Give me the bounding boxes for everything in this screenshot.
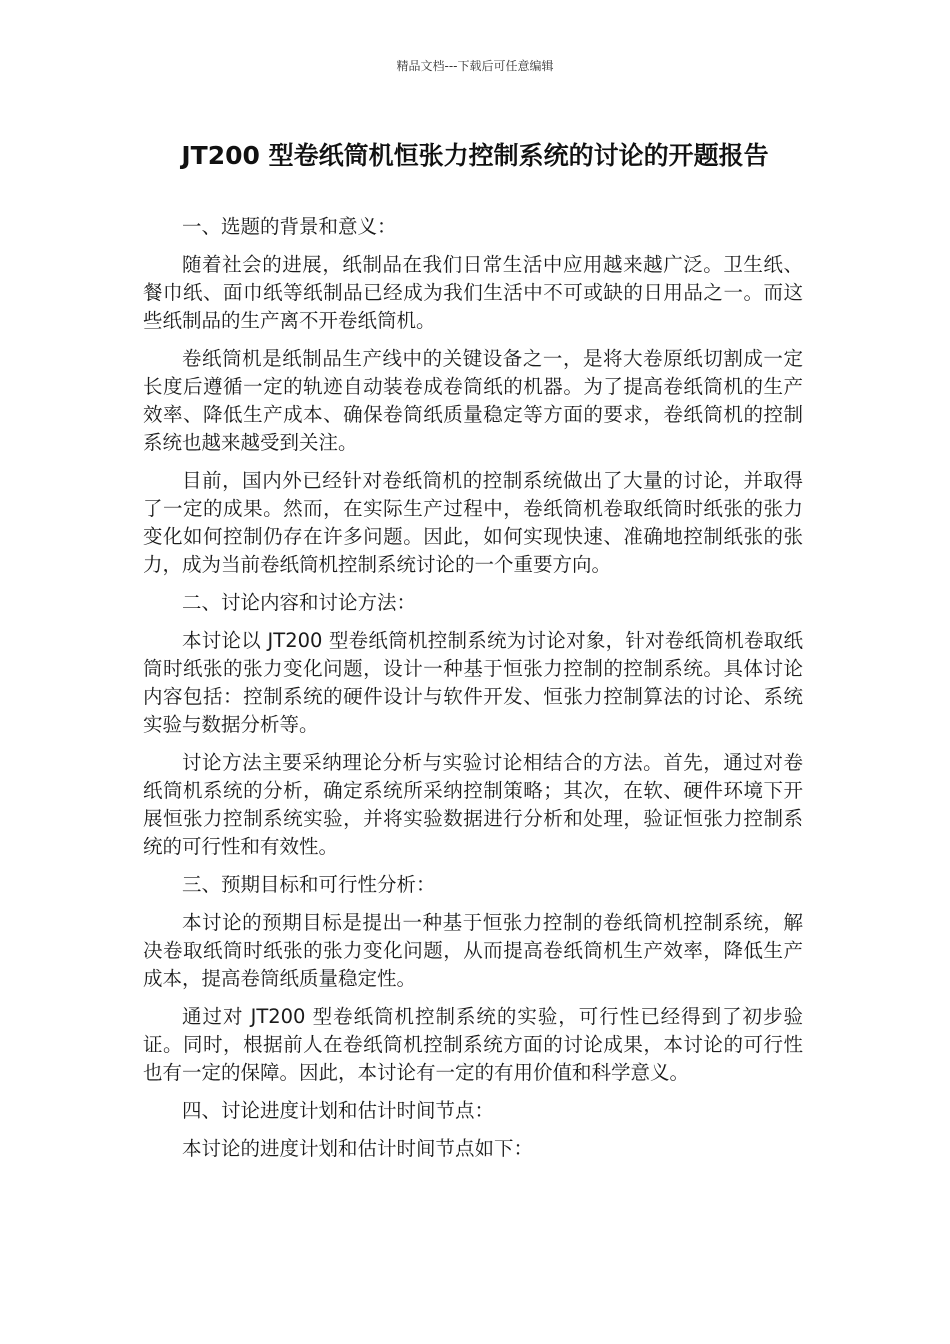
- paragraph: 本讨论以 JT200 型卷纸筒机控制系统为讨论对象，针对卷纸筒机卷取纸筒时纸张的张力变化问题，设计一种基于恒张力控制的控制系统。具体讨论内容包括：控制系统的硬件设计与软件开发、恒张力控制算法的讨论、系统实验与数据分析等。: [143, 629, 803, 736]
- document-title: JT200 型卷纸筒机恒张力控制系统的讨论的开题报告: [181, 141, 769, 170]
- section-heading-schedule: 四、讨论进度计划和估计时间节点：: [182, 1099, 495, 1122]
- paragraph: 讨论方法主要采纳理论分析与实验讨论相结合的方法。首先，通过对卷纸筒机系统的分析，确定系统所采纳控制策略；其次，在软、硬件环境下开展恒张力控制系统实验，并将实验数据进行分析和处理，验证恒张力控制系统的可行性和有效性。: [143, 751, 803, 858]
- section-heading-content-methods: 二、讨论内容和讨论方法：: [182, 591, 417, 614]
- document-body: [143, 213, 803, 1173]
- section-heading-goals-feasibility: 三、预期目标和可行性分析：: [182, 873, 436, 896]
- section-heading-background: 一、选题的背景和意义：: [182, 215, 397, 238]
- paragraph: 本讨论的进度计划和估计时间节点如下：: [182, 1137, 534, 1160]
- paragraph: 通过对 JT200 型卷纸筒机控制系统的实验，可行性已经得到了初步验证。同时，根据前人在卷纸筒机控制系统方面的讨论成果，本讨论的可行性也有一定的保障。因此，本讨论有一定的有用价值和科学意义。: [143, 1005, 803, 1084]
- paragraph: 本讨论的预期目标是提出一种基于恒张力控制的卷纸筒机控制系统，解决卷取纸筒时纸张的张力变化问题，从而提高卷纸筒机生产效率，降低生产成本，提高卷筒纸质量稳定性。: [143, 911, 803, 990]
- section-background: [143, 213, 803, 579]
- section-schedule: [143, 1097, 803, 1163]
- section-content-methods: [143, 589, 803, 861]
- paragraph: 目前，国内外已经针对卷纸筒机的控制系统做出了大量的讨论，并取得了一定的成果。然而，在实际生产过程中，卷纸筒机卷取纸筒时纸张的张力变化如何控制仍存在许多问题。因此，如何实现快速、准确地控制纸张的张力，成为当前卷纸筒机控制系统讨论的一个重要方向。: [143, 469, 803, 576]
- paragraph: 随着社会的进展，纸制品在我们日常生活中应用越来越广泛。卫生纸、餐巾纸、面巾纸等纸制品已经成为我们生活中不可或缺的日用品之一。而这些纸制品的生产离不开卷纸筒机。: [143, 253, 803, 332]
- section-goals-feasibility: [143, 871, 803, 1087]
- page-header-note: 精品文档---下载后可任意编辑: [396, 59, 554, 73]
- paragraph: 卷纸筒机是纸制品生产线中的关键设备之一，是将大卷原纸切割成一定长度后遵循一定的轨迹自动装卷成卷筒纸的机器。为了提高卷纸筒机的生产效率、降低生产成本、确保卷筒纸质量稳定等方面的要求，卷纸筒机的控制系统也越来越受到关注。: [143, 347, 803, 454]
